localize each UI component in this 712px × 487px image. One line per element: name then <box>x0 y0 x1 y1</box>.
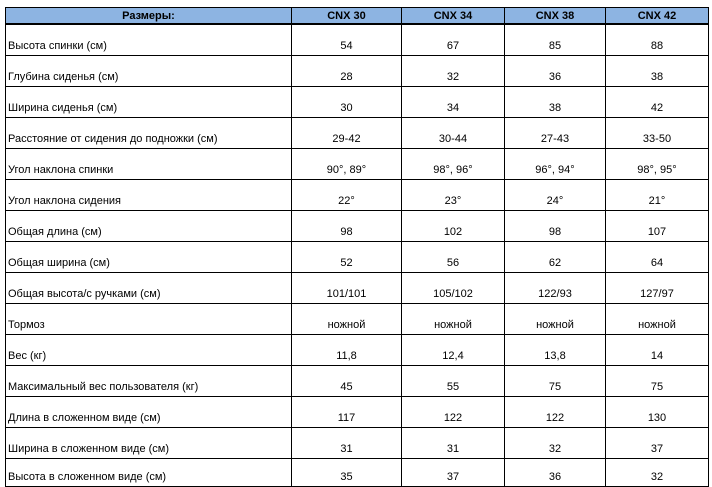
value-cell-col-1: ножной <box>292 304 402 335</box>
table-row <box>6 428 709 459</box>
table-row <box>6 242 709 273</box>
parameter-name-cell: Длина в сложенном виде (см) <box>6 397 292 428</box>
value-cell-col-3: 75 <box>505 366 606 397</box>
value-cell-col-3: 96°, 94° <box>505 149 606 180</box>
value-cell-col-1: 54 <box>292 24 402 56</box>
value-cell-col-3: 62 <box>505 242 606 273</box>
parameter-name-cell: Расстояние от сидения до подножки (см) <box>6 118 292 149</box>
parameter-name-cell: Тормоз <box>6 304 292 335</box>
value-cell-col-1: 11,8 <box>292 335 402 366</box>
header-cell-cnx34: CNX 34 <box>402 8 505 25</box>
value-cell-col-2: 102 <box>402 211 505 242</box>
value-cell-col-3: 122 <box>505 397 606 428</box>
value-cell-col-1: 30 <box>292 87 402 118</box>
value-cell-col-2: 34 <box>402 87 505 118</box>
value-cell-col-1: 45 <box>292 366 402 397</box>
table-header <box>6 8 709 25</box>
table-row <box>6 180 709 211</box>
value-cell-col-4: 107 <box>606 211 709 242</box>
value-cell-col-3: 98 <box>505 211 606 242</box>
parameter-name-cell: Глубина сиденья (см) <box>6 56 292 87</box>
value-cell-col-4: 21° <box>606 180 709 211</box>
value-cell-col-3: 13,8 <box>505 335 606 366</box>
table-row <box>6 118 709 149</box>
value-cell-col-1: 22° <box>292 180 402 211</box>
value-cell-col-1: 28 <box>292 56 402 87</box>
table-row <box>6 366 709 397</box>
value-cell-col-4: 88 <box>606 24 709 56</box>
value-cell-col-4: 14 <box>606 335 709 366</box>
value-cell-col-3: 32 <box>505 428 606 459</box>
table-row <box>6 149 709 180</box>
value-cell-col-1: 90°, 89° <box>292 149 402 180</box>
value-cell-col-1: 117 <box>292 397 402 428</box>
value-cell-col-2: 67 <box>402 24 505 56</box>
parameter-name-cell: Вес (кг) <box>6 335 292 366</box>
value-cell-col-3: 85 <box>505 24 606 56</box>
header-cell-sizes: Размеры: <box>6 8 292 25</box>
parameter-name-cell: Ширина сиденья (см) <box>6 87 292 118</box>
parameter-name-cell: Угол наклона сидения <box>6 180 292 211</box>
value-cell-col-2: 122 <box>402 397 505 428</box>
spec-table-container <box>5 7 709 487</box>
table-row <box>6 273 709 304</box>
value-cell-col-3: 36 <box>505 459 606 487</box>
value-cell-col-4: 75 <box>606 366 709 397</box>
value-cell-col-1: 29-42 <box>292 118 402 149</box>
value-cell-col-2: 30-44 <box>402 118 505 149</box>
value-cell-col-2: 23° <box>402 180 505 211</box>
parameter-name-cell: Общая длина (см) <box>6 211 292 242</box>
parameter-name-cell: Общая ширина (см) <box>6 242 292 273</box>
value-cell-col-4: 98°, 95° <box>606 149 709 180</box>
value-cell-col-4: 42 <box>606 87 709 118</box>
table-row <box>6 459 709 487</box>
value-cell-col-4: ножной <box>606 304 709 335</box>
value-cell-col-1: 31 <box>292 428 402 459</box>
value-cell-col-1: 52 <box>292 242 402 273</box>
value-cell-col-3: 122/93 <box>505 273 606 304</box>
parameter-name-cell: Максимальный вес пользователя (кг) <box>6 366 292 397</box>
table-row <box>6 87 709 118</box>
table-row <box>6 304 709 335</box>
table-row <box>6 397 709 428</box>
parameter-name-cell: Общая высота/с ручками (см) <box>6 273 292 304</box>
value-cell-col-4: 33-50 <box>606 118 709 149</box>
table-row <box>6 211 709 242</box>
value-cell-col-2: 12,4 <box>402 335 505 366</box>
table-row <box>6 24 709 56</box>
value-cell-col-2: 55 <box>402 366 505 397</box>
value-cell-col-2: 37 <box>402 459 505 487</box>
parameter-name-cell: Ширина в сложенном виде (см) <box>6 428 292 459</box>
table-body <box>6 24 709 487</box>
value-cell-col-1: 101/101 <box>292 273 402 304</box>
parameter-name-cell: Высота спинки (см) <box>6 24 292 56</box>
value-cell-col-3: 24° <box>505 180 606 211</box>
parameter-name-cell: Высота в сложенном виде (см) <box>6 459 292 487</box>
header-cell-cnx30: CNX 30 <box>292 8 402 25</box>
size-spec-table <box>5 7 709 487</box>
header-cell-cnx38: CNX 38 <box>505 8 606 25</box>
value-cell-col-2: 32 <box>402 56 505 87</box>
value-cell-col-4: 32 <box>606 459 709 487</box>
value-cell-col-4: 127/97 <box>606 273 709 304</box>
value-cell-col-4: 38 <box>606 56 709 87</box>
value-cell-col-4: 130 <box>606 397 709 428</box>
value-cell-col-2: ножной <box>402 304 505 335</box>
value-cell-col-4: 37 <box>606 428 709 459</box>
value-cell-col-2: 105/102 <box>402 273 505 304</box>
value-cell-col-2: 98°, 96° <box>402 149 505 180</box>
header-row <box>6 8 709 25</box>
value-cell-col-2: 56 <box>402 242 505 273</box>
value-cell-col-3: 27-43 <box>505 118 606 149</box>
value-cell-col-1: 98 <box>292 211 402 242</box>
value-cell-col-4: 64 <box>606 242 709 273</box>
value-cell-col-2: 31 <box>402 428 505 459</box>
parameter-name-cell: Угол наклона спинки <box>6 149 292 180</box>
value-cell-col-3: ножной <box>505 304 606 335</box>
table-row <box>6 335 709 366</box>
header-cell-cnx42: CNX 42 <box>606 8 709 25</box>
table-row <box>6 56 709 87</box>
value-cell-col-3: 36 <box>505 56 606 87</box>
value-cell-col-1: 35 <box>292 459 402 487</box>
value-cell-col-3: 38 <box>505 87 606 118</box>
